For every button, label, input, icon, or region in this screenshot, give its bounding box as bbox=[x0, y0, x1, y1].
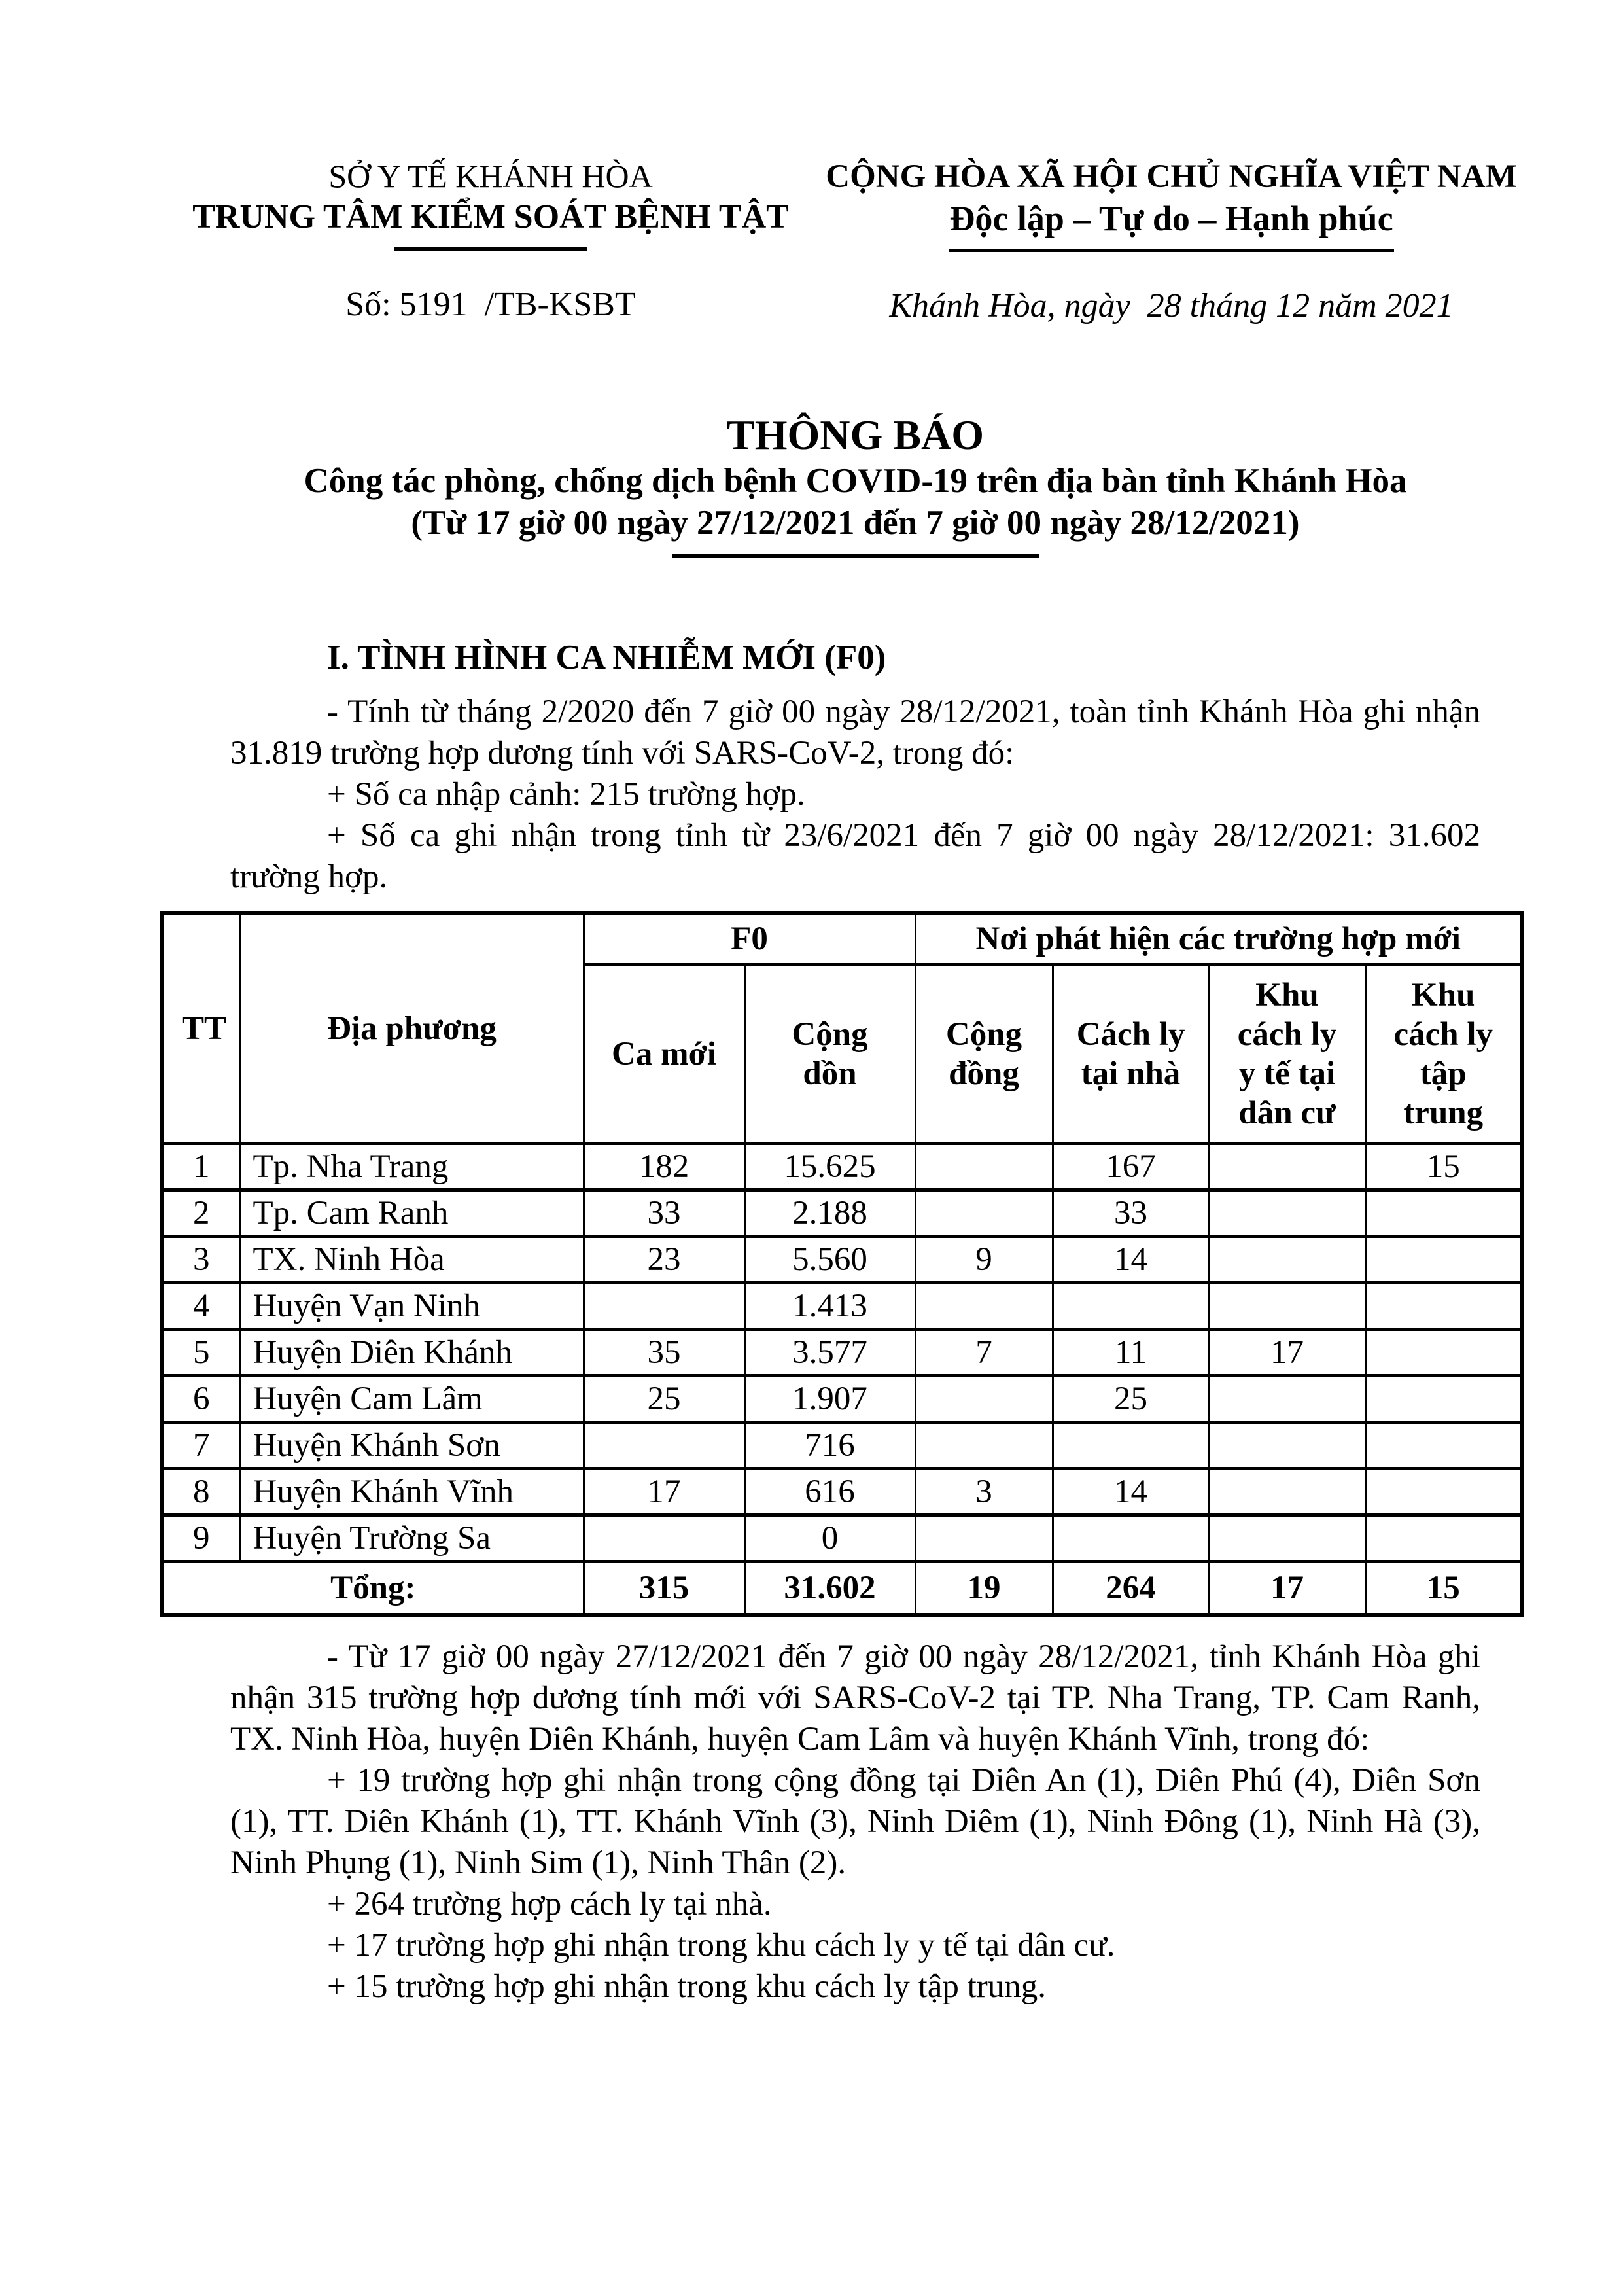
cell-locality: Huyện Vạn Ninh bbox=[240, 1283, 584, 1330]
cell-locality: Huyện Khánh Sơn bbox=[240, 1422, 584, 1469]
cell-tt: 9 bbox=[162, 1515, 240, 1562]
cell-medical-isolation: 17 bbox=[1209, 1330, 1365, 1376]
paragraph: + 264 trường hợp cách ly tại nhà. bbox=[327, 1886, 772, 1922]
cell-home-isolation bbox=[1053, 1422, 1209, 1469]
cell-locality: Huyện Cam Lâm bbox=[240, 1376, 584, 1422]
cell-concentrated-isolation bbox=[1365, 1515, 1522, 1562]
cell-tt: 7 bbox=[162, 1422, 240, 1469]
place-date-line: Khánh Hòa, ngày 28 tháng 12 năm 2021 bbox=[889, 287, 1454, 325]
cell-community: 7 bbox=[915, 1330, 1053, 1376]
table-row bbox=[162, 1190, 1522, 1237]
cell-cumulative: 616 bbox=[744, 1469, 915, 1515]
table-row bbox=[162, 1515, 1522, 1562]
cell-concentrated-isolation bbox=[1365, 1330, 1522, 1376]
cell-total-concentrated-isolation: 15 bbox=[1365, 1562, 1522, 1616]
cell-new-cases bbox=[584, 1422, 744, 1469]
cell-new-cases: 35 bbox=[584, 1330, 744, 1376]
col-header-cumulative: Cộng dồn bbox=[744, 965, 915, 1144]
cell-concentrated-isolation bbox=[1365, 1469, 1522, 1515]
parent-org-name: SỞ Y TẾ KHÁNH HÒA bbox=[328, 158, 653, 194]
group-header-detection-place: Nơi phát hiện các trường hợp mới bbox=[915, 913, 1522, 965]
cell-total-label: Tổng: bbox=[162, 1562, 584, 1616]
col-header-home-isolation: Cách ly tại nhà bbox=[1053, 965, 1209, 1144]
issuing-org-block bbox=[164, 156, 818, 327]
paragraph: + 17 trường hợp ghi nhận trong khu cách ly y tế tại dân cư. bbox=[327, 1927, 1115, 1964]
col-header-concentrated-isolation: Khu cách ly tập trung bbox=[1365, 965, 1522, 1144]
cell-medical-isolation bbox=[1209, 1469, 1365, 1515]
cell-total-cumulative: 31.602 bbox=[744, 1562, 915, 1616]
cell-community bbox=[915, 1515, 1053, 1562]
cell-community bbox=[915, 1422, 1053, 1469]
cell-concentrated-isolation bbox=[1365, 1237, 1522, 1283]
cell-cumulative: 2.188 bbox=[744, 1190, 915, 1237]
cell-home-isolation: 14 bbox=[1053, 1237, 1209, 1283]
col-header-locality: Địa phương bbox=[240, 913, 584, 1144]
covid-statistics-table bbox=[160, 911, 1524, 1617]
cell-cumulative: 0 bbox=[744, 1515, 915, 1562]
table-row bbox=[162, 1237, 1522, 1283]
cell-home-isolation: 14 bbox=[1053, 1469, 1209, 1515]
body-text-after-table bbox=[230, 1636, 1480, 2007]
cell-medical-isolation bbox=[1209, 1283, 1365, 1330]
table-row bbox=[162, 1422, 1522, 1469]
cell-medical-isolation bbox=[1209, 1144, 1365, 1190]
cell-home-isolation: 167 bbox=[1053, 1144, 1209, 1190]
cell-community bbox=[915, 1283, 1053, 1330]
col-header-medical-isolation-area: Khu cách ly y tế tại dân cư bbox=[1209, 965, 1365, 1144]
cell-medical-isolation bbox=[1209, 1376, 1365, 1422]
cell-tt: 2 bbox=[162, 1190, 240, 1237]
paragraph: - Từ 17 giờ 00 ngày 27/12/2021 đến 7 giờ 00 ngày 28/12/2021, tỉnh Khánh Hòa ghi nhận 315 trường hợp dương tính mới với SARS-CoV-2 tại TP. Nha Trang, TP. Cam Ranh, TX. Ninh Hòa, huyện Diên Khánh, huyện Cam Lâm và huyện Khánh Vĩnh, trong đó: bbox=[230, 1638, 1480, 1757]
cell-tt: 4 bbox=[162, 1283, 240, 1330]
cell-medical-isolation bbox=[1209, 1515, 1365, 1562]
paragraph: + 19 trường hợp ghi nhận trong cộng đồng tại Diên An (1), Diên Phú (4), Diên Sơn (1), TT. Diên Khánh (1), TT. Khánh Vĩnh (3), Ninh Diêm (1), Ninh Đông (1), Ninh Hà (3), Ninh Phụng (1), Ninh Sim (1), Ninh Thân (2). bbox=[230, 1762, 1480, 1881]
table-row bbox=[162, 1330, 1522, 1376]
cell-new-cases: 17 bbox=[584, 1469, 744, 1515]
cell-locality: TX. Ninh Hòa bbox=[240, 1237, 584, 1283]
table-total-row bbox=[162, 1562, 1522, 1616]
cell-tt: 8 bbox=[162, 1469, 240, 1515]
title-underline bbox=[672, 554, 1039, 558]
col-header-new-cases: Ca mới bbox=[584, 965, 744, 1144]
table-header-row-group bbox=[162, 913, 1522, 965]
group-header-f0: F0 bbox=[584, 913, 915, 965]
cell-concentrated-isolation bbox=[1365, 1422, 1522, 1469]
cell-total-medical-isolation: 17 bbox=[1209, 1562, 1365, 1616]
cell-tt: 6 bbox=[162, 1376, 240, 1422]
paragraph: + Số ca nhập cảnh: 215 trường hợp. bbox=[327, 776, 805, 813]
cell-medical-isolation bbox=[1209, 1422, 1365, 1469]
table-row bbox=[162, 1469, 1522, 1515]
org-underline bbox=[394, 247, 587, 251]
document-number: Số: 5191 /TB-KSBT bbox=[345, 286, 636, 323]
document-subject: Công tác phòng, chống dịch bệnh COVID-19 trên địa bàn tỉnh Khánh Hòa bbox=[304, 462, 1407, 500]
cell-cumulative: 3.577 bbox=[744, 1330, 915, 1376]
paragraph: - Tính từ tháng 2/2020 đến 7 giờ 00 ngày 28/12/2021, toàn tỉnh Khánh Hòa ghi nhận 31.819 trường hợp dương tính với SARS-CoV-2, trong đó: bbox=[230, 694, 1480, 771]
cell-cumulative: 716 bbox=[744, 1422, 915, 1469]
cell-concentrated-isolation bbox=[1365, 1190, 1522, 1237]
cell-community bbox=[915, 1190, 1053, 1237]
document-title-block bbox=[230, 410, 1480, 558]
cell-tt: 3 bbox=[162, 1237, 240, 1283]
cell-locality: Huyện Diên Khánh bbox=[240, 1330, 584, 1376]
motto: Độc lập – Tự do – Hạnh phúc bbox=[949, 199, 1393, 238]
table-row bbox=[162, 1144, 1522, 1190]
document-period: (Từ 17 giờ 00 ngày 27/12/2021 đến 7 giờ 00 ngày 28/12/2021) bbox=[411, 504, 1300, 542]
cell-new-cases: 25 bbox=[584, 1376, 744, 1422]
cell-cumulative: 15.625 bbox=[744, 1144, 915, 1190]
section-1-heading: I. TÌNH HÌNH CA NHIỄM MỚI (F0) bbox=[327, 639, 886, 677]
cell-locality: Huyện Trường Sa bbox=[240, 1515, 584, 1562]
cell-cumulative: 5.560 bbox=[744, 1237, 915, 1283]
body-text bbox=[230, 638, 1480, 898]
cell-concentrated-isolation bbox=[1365, 1283, 1522, 1330]
cell-total-community: 19 bbox=[915, 1562, 1053, 1616]
motto-underline bbox=[949, 249, 1394, 252]
cell-total-new-cases: 315 bbox=[584, 1562, 744, 1616]
document-type-title: THÔNG BÁO bbox=[727, 412, 984, 458]
country-name: CỘNG HÒA XÃ HỘI CHỦ NGHĨA VIỆT NAM bbox=[826, 158, 1517, 195]
cell-locality: Huyện Khánh Vĩnh bbox=[240, 1469, 584, 1515]
cell-concentrated-isolation: 15 bbox=[1365, 1144, 1522, 1190]
table-row bbox=[162, 1283, 1522, 1330]
col-header-tt: TT bbox=[162, 913, 240, 1144]
org-name: TRUNG TÂM KIỂM SOÁT BỆNH TẬT bbox=[192, 198, 789, 236]
cell-locality: Tp. Nha Trang bbox=[240, 1144, 584, 1190]
national-motto-block bbox=[818, 156, 1525, 327]
cell-home-isolation bbox=[1053, 1283, 1209, 1330]
cell-community: 3 bbox=[915, 1469, 1053, 1515]
cell-cumulative: 1.413 bbox=[744, 1283, 915, 1330]
paragraph: + Số ca ghi nhận trong tỉnh từ 23/6/2021 đến 7 giờ 00 ngày 28/12/2021: 31.602 trường hợp. bbox=[230, 817, 1480, 895]
cell-new-cases: 23 bbox=[584, 1237, 744, 1283]
letterhead bbox=[164, 156, 1525, 327]
cell-new-cases bbox=[584, 1515, 744, 1562]
cell-medical-isolation bbox=[1209, 1237, 1365, 1283]
cell-cumulative: 1.907 bbox=[744, 1376, 915, 1422]
table-row bbox=[162, 1376, 1522, 1422]
cell-locality: Tp. Cam Ranh bbox=[240, 1190, 584, 1237]
col-header-community: Cộng đồng bbox=[915, 965, 1053, 1144]
cell-new-cases bbox=[584, 1283, 744, 1330]
cell-tt: 5 bbox=[162, 1330, 240, 1376]
cell-community: 9 bbox=[915, 1237, 1053, 1283]
cell-new-cases: 33 bbox=[584, 1190, 744, 1237]
cell-home-isolation: 33 bbox=[1053, 1190, 1209, 1237]
cell-concentrated-isolation bbox=[1365, 1376, 1522, 1422]
paragraph: + 15 trường hợp ghi nhận trong khu cách ly tập trung. bbox=[327, 1968, 1046, 2005]
cell-total-home-isolation: 264 bbox=[1053, 1562, 1209, 1616]
cell-home-isolation: 25 bbox=[1053, 1376, 1209, 1422]
cell-medical-isolation bbox=[1209, 1190, 1365, 1237]
cell-home-isolation bbox=[1053, 1515, 1209, 1562]
cell-community bbox=[915, 1144, 1053, 1190]
cell-community bbox=[915, 1376, 1053, 1422]
cell-tt: 1 bbox=[162, 1144, 240, 1190]
cell-home-isolation: 11 bbox=[1053, 1330, 1209, 1376]
cell-new-cases: 182 bbox=[584, 1144, 744, 1190]
